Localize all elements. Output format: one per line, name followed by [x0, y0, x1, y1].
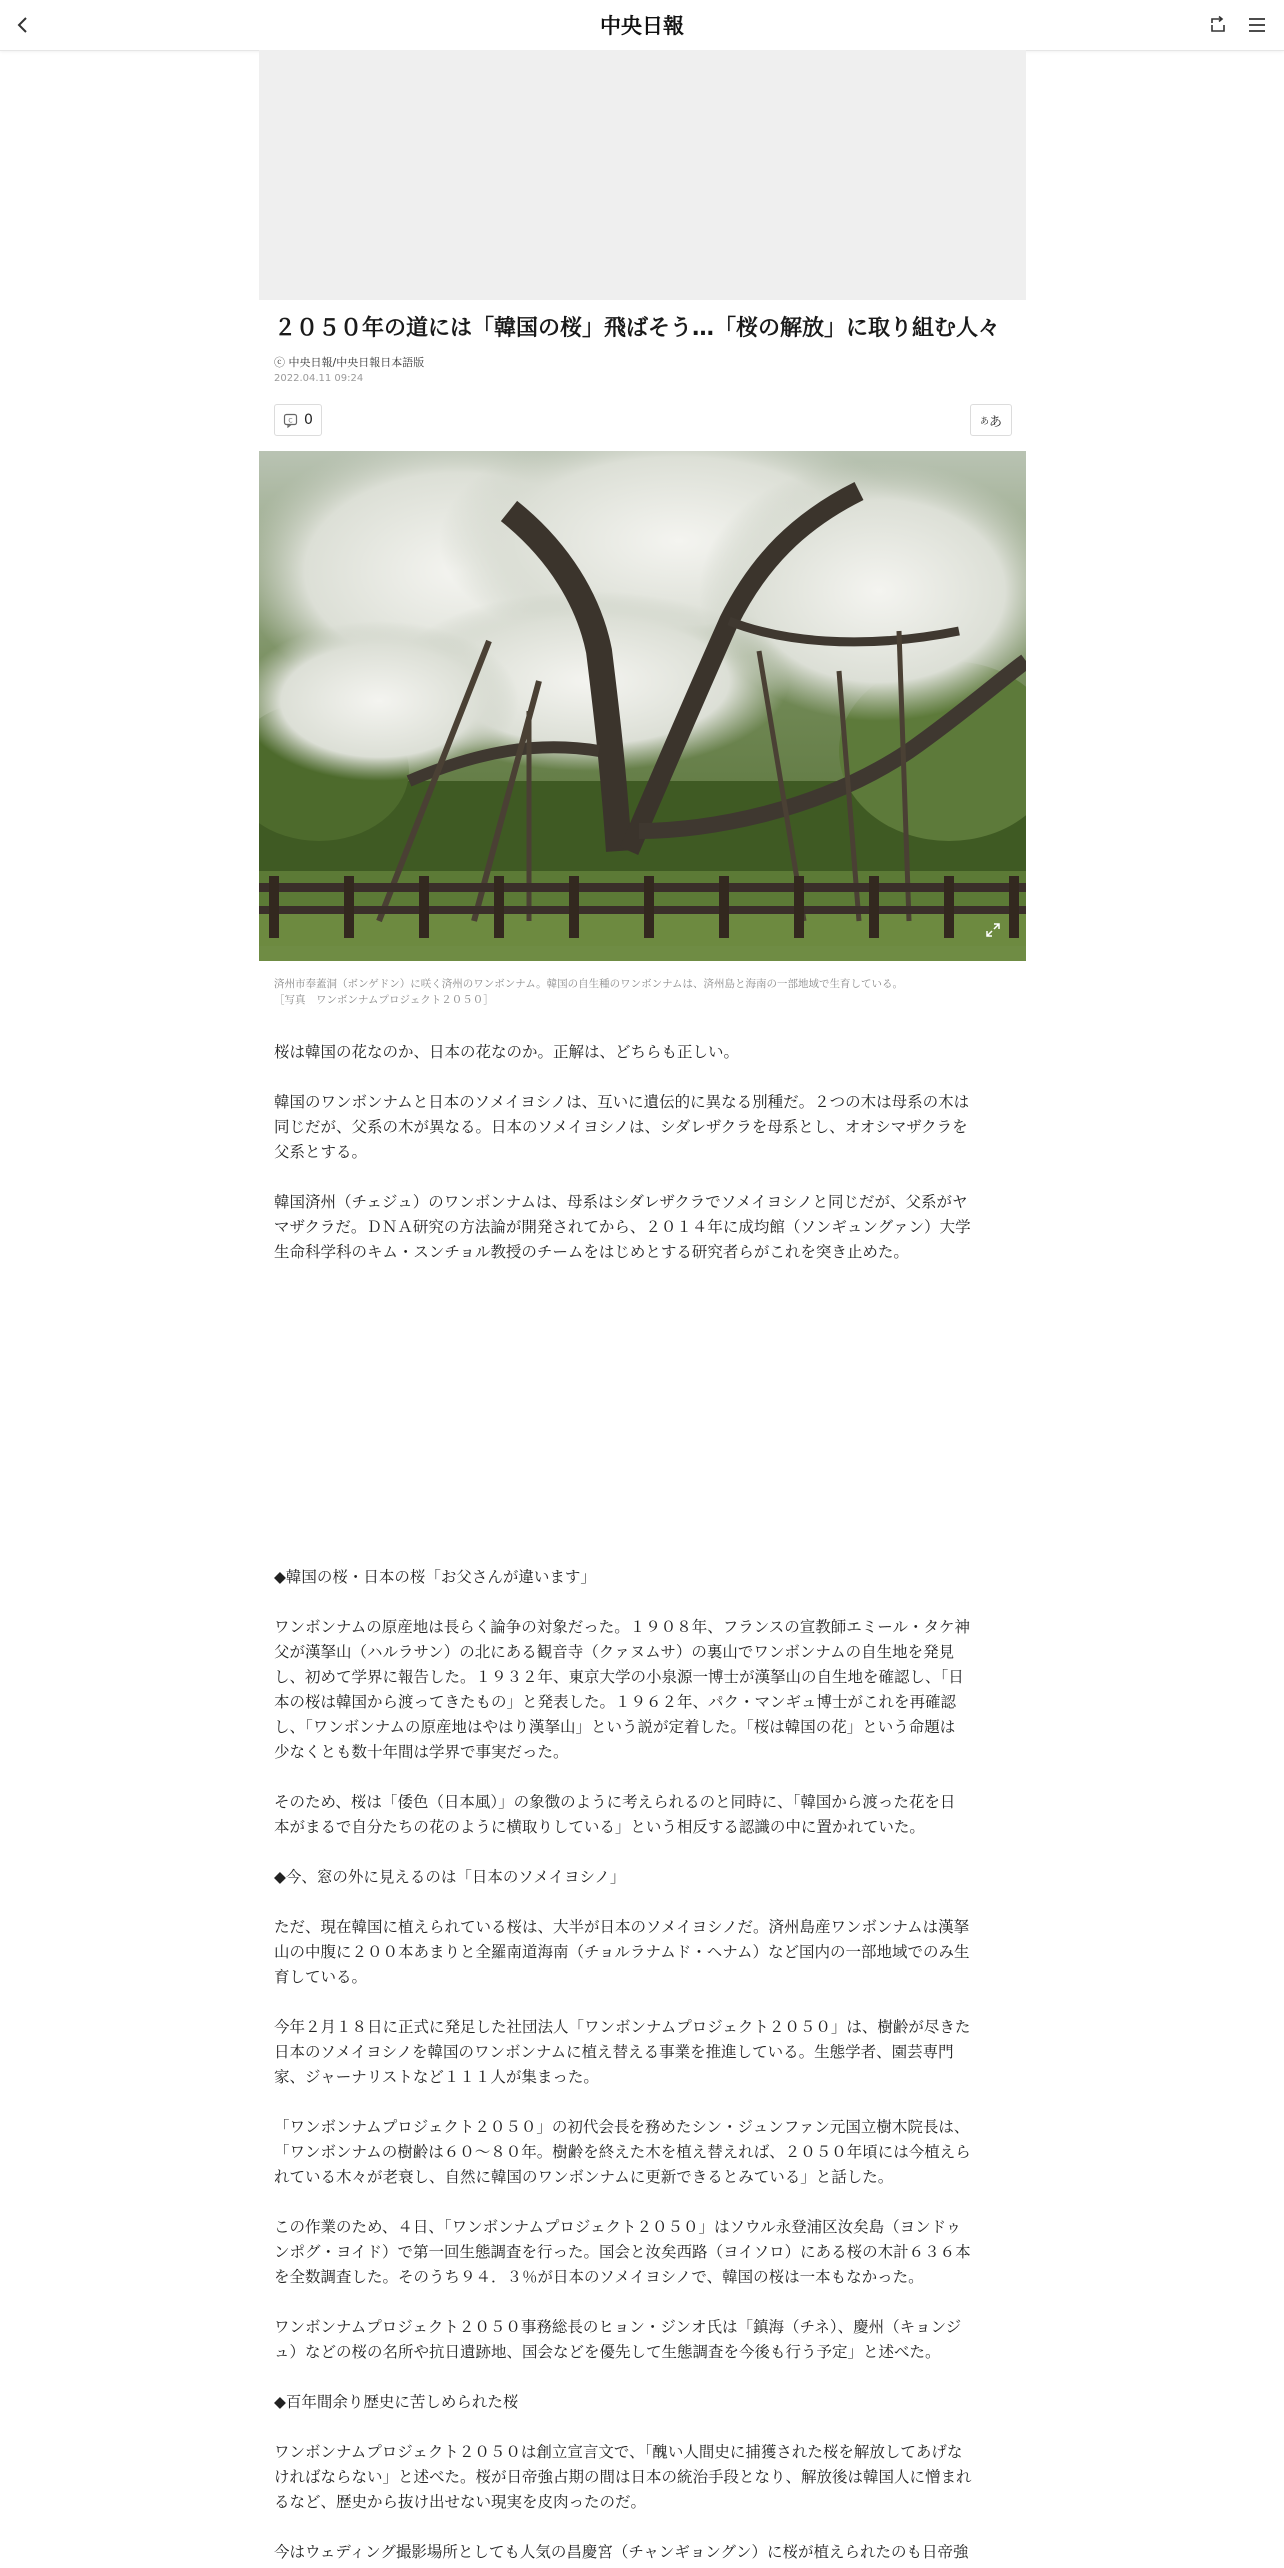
paragraph [274, 1915, 1014, 1990]
share-button[interactable] [1203, 10, 1233, 40]
paragraph-line: そのため、桜は「倭色（日本風）」の象徴のように考えられるのと同時に、「韓国から渡った花を日 [274, 1793, 956, 1811]
article-headline: ２０５０年の道には「韓国の桜」飛ばそう…「桜の解放」に取り組む人々 [274, 316, 1001, 341]
paragraph-line: マザクラだ。ＤＮＡ研究の方法論が開発されてから、２０１４年に成均館（ソンギュングァン）大学 [274, 1218, 971, 1236]
paragraph-line: ワンボンナムプロジェクト２０５０事務総長のヒョン・ジンオ氏は「鎮海（チネ）、慶州（キョンジ [274, 2318, 962, 2336]
paragraph [274, 2315, 1014, 2365]
paragraph-line: 今年２月１８日に正式に発足した社団法人「ワンボンナムプロジェクト２０５０」は、樹齢が尽きた [274, 2018, 971, 2036]
section-heading [274, 1865, 1014, 1890]
menu-button[interactable] [1242, 10, 1272, 40]
section-heading-line: ◆百年間余り歴史に苦しめられた桜 [274, 2393, 519, 2411]
section-heading [274, 2390, 1014, 2415]
paragraph [274, 2215, 1014, 2290]
paragraph-line: 生命科学科のキム・スンチョル教授のチームをはじめとする研究者らがこれを突き止めた。 [274, 1243, 909, 1261]
paragraph [274, 2115, 1014, 2190]
paragraph-line: 韓国のワンボンナムと日本のソメイヨシノは、互いに遺伝的に異なる別種だ。２つの木は母系の木は [274, 1093, 970, 1111]
paragraph-line: 少なくとも数十年間は学界で事実だった。 [274, 1743, 569, 1761]
paragraph [274, 1790, 1014, 1840]
paragraph-line: 今はウェディング撮影場所としても人気の昌慶宮（チャンギョングン）に桜が植えられたのも日帝強 [274, 2543, 969, 2561]
paragraph-line: ンポグ・ヨイド）で第一回生態調査を行った。国会と汝矣西路（ヨイソロ）にある桜の木計６３６本 [274, 2243, 971, 2261]
paragraph-line: るなど、歴史から抜け出せない現実を皮肉ったのだ。 [274, 2493, 647, 2511]
paragraph-line: この作業のため、４日、「ワンボンナムプロジェクト２０５０」はソウル永登浦区汝矣島（ヨンドゥ [274, 2218, 962, 2236]
paragraph [274, 2540, 1014, 2565]
comment-icon [283, 413, 298, 428]
paragraph-line: 家、ジャーナリストなど１１１人が集まった。 [274, 2068, 599, 2086]
hamburger-menu-icon [1247, 15, 1267, 35]
font-size-button[interactable] [970, 404, 1012, 436]
paragraph-line: ければならない」と述べた。桜が日帝強占期の間は日本の統治手段となり、解放後は韓国人に憎まれ [274, 2468, 972, 2486]
paragraph-line: 育している。 [274, 1968, 368, 1986]
photo-caption [274, 976, 1014, 1008]
paragraph-line: し、初めて学界に報告した。１９３２年、東京大学の小泉源一博士が漢拏山の自生地を確認し、「日 [274, 1668, 964, 1686]
top-navigation-bar [0, 0, 1284, 51]
article-photo[interactable] [259, 451, 1026, 961]
expand-photo-button[interactable] [980, 917, 1006, 943]
article-date: 2022.04.11 09:24 [274, 373, 364, 384]
share-icon [1208, 15, 1228, 35]
paragraph [274, 1040, 1014, 1065]
section-heading-line: ◆韓国の桜・日本の桜「お父さんが違います」 [274, 1568, 596, 1586]
paragraph-line: 父が漢拏山（ハルラサン）の北にある観音寺（クァヌムサ）の裏山でワンボンナムの自生地を発見 [274, 1643, 955, 1661]
paragraph-line: ただ、現在韓国に植えられている桜は、大半が日本のソメイヨシノだ。済州島産ワンボンナムは漢拏 [274, 1918, 970, 1936]
font-size-small-label: あ [979, 416, 989, 427]
expand-icon [985, 922, 1001, 938]
paragraph-line: 「ワンボンナムプロジェクト２０５０」の初代会長を務めたシン・ジュンファン元国立樹木院長は、 [274, 2118, 970, 2136]
section-heading [274, 1565, 1014, 1590]
site-logo-title[interactable]: 中央日報 [600, 13, 684, 38]
paragraph-line: 本がまるで自分たちの花のように横取りしている」という相反する認識の中に置かれていた。 [274, 1818, 925, 1836]
comment-count: 0 [304, 412, 313, 428]
paragraph [274, 1190, 1014, 1265]
advertisement-space[interactable] [259, 1290, 1026, 1540]
svg-text:C: C [288, 417, 293, 424]
paragraph-line: し、「ワンボンナムの原産地はやはり漢拏山」という説が定着した。「桜は韓国の花」という命題は [274, 1718, 956, 1736]
paragraph [274, 1615, 1014, 1765]
paragraph-line: ワンボンナムの原産地は長らく論争の対象だった。１９０８年、フランスの宣教師エミール・タケ神 [274, 1618, 970, 1636]
paragraph-line: れている木々が老衰し、自然に韓国のワンボンナムに更新できるとみている」と話した。 [274, 2168, 894, 2186]
paragraph-line: を全数調査した。そのうち９４．３％が日本のソメイヨシノで、韓国の桜は一本もなかった。 [274, 2268, 924, 2286]
advertisement-banner[interactable] [259, 50, 1026, 300]
paragraph-line: 同じだが、父系の木が異なる。日本のソメイヨシノは、シダレザクラを母系とし、オオシマザクラを [274, 1118, 968, 1136]
paragraph [274, 2015, 1014, 2090]
paragraph-line: 韓国済州（チェジュ）のワンボンナムは、母系はシダレザクラでソメイヨシノと同じだが、父系がヤ [274, 1193, 968, 1211]
cherry-tree-photo [259, 451, 1026, 961]
comment-button[interactable] [274, 404, 322, 436]
font-size-large-label: あ [989, 414, 1003, 430]
article-byline: ⓒ 中央日報/中央日報日本語版 [274, 356, 425, 369]
paragraph [274, 1090, 1014, 1165]
paragraph-line: 父系とする。 [274, 1143, 368, 1161]
paragraph-line: 桜は韓国の花なのか、日本の花なのか。正解は、どちらも正しい。 [274, 1043, 740, 1061]
paragraph-line: 本の桜は韓国から渡ってきたもの」と発表した。１９６２年、パク・マンギュ博士がこれを再確認 [274, 1693, 957, 1711]
paragraph-line: 日本のソメイヨシノを韓国のワンボンナムに植え替える事業を推進している。生態学者、園芸専門 [274, 2043, 954, 2061]
paragraph-line: 山の中腹に２００本あまりと全羅南道海南（チョルラナムド・ヘナム）など国内の一部地域でのみ生 [274, 1943, 970, 1961]
paragraph-line: ワンボンナムプロジェクト２０５０は創立宣言文で、「醜い人間史に捕獲された桜を解放してあげな [274, 2443, 963, 2461]
photo-caption-line: ［写真 ワンボンナムプロジェクト２０５０］ [274, 994, 494, 1006]
paragraph [274, 2440, 1014, 2515]
photo-caption-line: 済州市奉蓋洞（ボンゲドン）に咲く済州のワンボンナム。韓国の自生種のワンボンナムは、済州島と海南の一部地域で生育している。 [274, 978, 904, 990]
paragraph-line: ュ）などの桜の名所や抗日遺跡地、国会などを優先して生態調査を今後も行う予定」と述べた。 [274, 2343, 941, 2361]
paragraph-line: 「ワンボンナムの樹齢は６０～８０年。樹齢を終えた木を植え替えれば、２０５０年頃には今植えら [274, 2143, 971, 2161]
section-heading-line: ◆今、窓の外に見えるのは「日本のソメイヨシノ」 [274, 1868, 626, 1886]
